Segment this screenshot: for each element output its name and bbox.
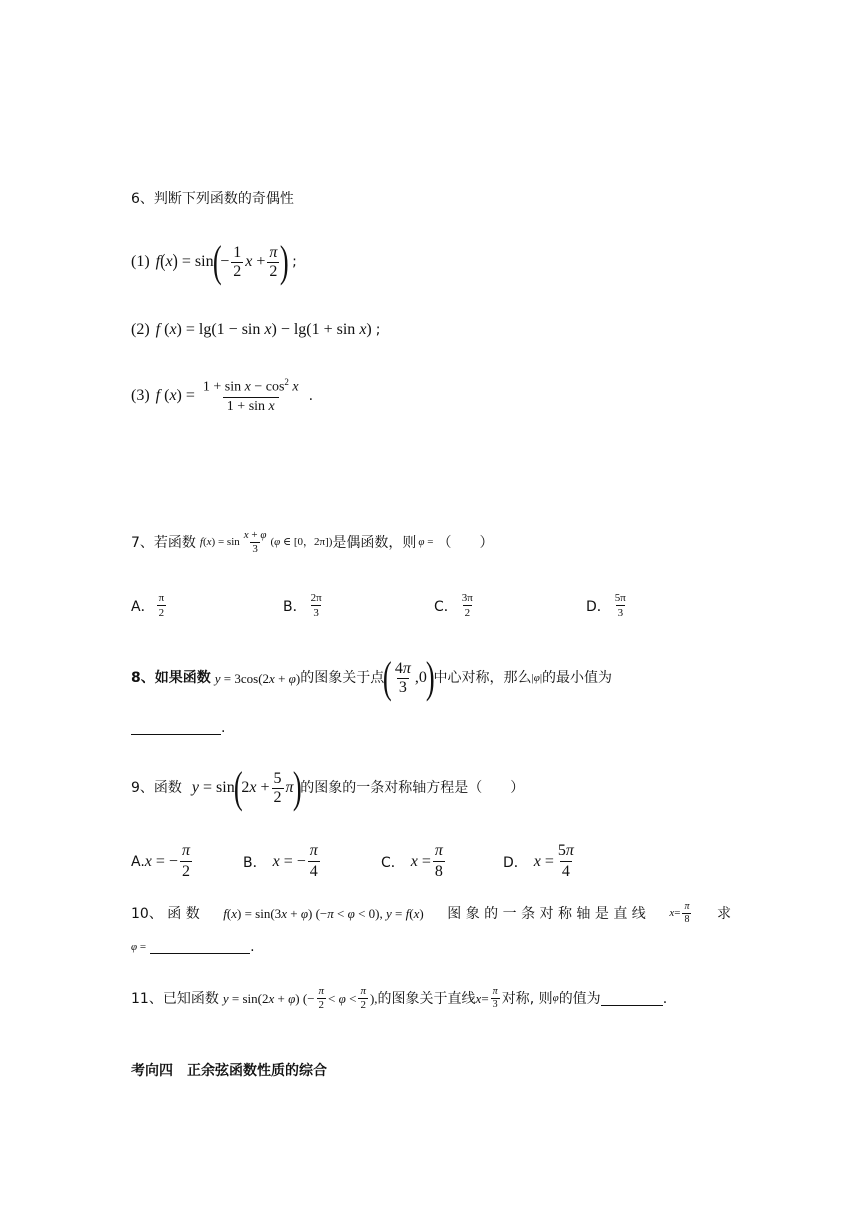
q6-part1: (1) f ( x ) = sin ( − $\frac{1}{2}$ x + $\frac{\pi}{2}$ ) ;	[131, 237, 297, 286]
q10-mid: 图 象 的 一 条 对 称 轴 是 直 线	[447, 905, 646, 922]
q8-answer-blank	[131, 720, 221, 735]
q7-bracket: （ ）	[437, 534, 494, 551]
q11-answer-blank	[601, 991, 663, 1006]
q6-part3-end: .	[308, 387, 314, 404]
q11-mid3: , 则	[529, 990, 553, 1007]
q9-option-b: B． x = − $\frac{\pi}{4}$	[243, 842, 318, 880]
section-heading: 考向四 正余弦函数性质的综合	[131, 1063, 327, 1079]
q6-part3: (3) f (x) = $\frac{1 + \sin x - \cos^2 x}{\text{1 + sin x}}$ .	[131, 377, 314, 414]
q8-mid: 的图象关于点	[300, 670, 385, 686]
q7-stem: 7、若函数 f(x) = sin $\frac{x + \varphi}{3}$ (φ ∈ [0，2π]) 是偶函数，则 φ = （ ）	[131, 529, 494, 555]
q10-answer-blank	[150, 941, 250, 954]
q6-part2-end: ;	[375, 322, 381, 338]
q6-part1-label: (1)	[131, 253, 150, 270]
q8-answer-line: .	[131, 720, 225, 735]
q7-suffix: 是偶函数，则	[332, 534, 417, 551]
q11-mid4: 的值为	[558, 990, 601, 1007]
q6-part2-label: (2)	[131, 321, 150, 338]
q9-stem: 9、函数 y = sin ( 2x + $\frac{5}{2}$ π ) 的图象的一条对称轴方程是（ ）	[131, 763, 525, 812]
q6-part2: (2) f (x) = lg(1 − sin x) − lg(1 + sin x) ;	[131, 321, 381, 338]
q11-prefix: 11、已知函数	[131, 990, 219, 1007]
q11-mid2: 对称	[501, 990, 530, 1007]
q7-option-c: C． $\frac{3\pi}{2}$	[434, 592, 473, 619]
q6-part1-end: ;	[292, 254, 297, 270]
q9-suffix: 的图象的一条对称轴方程是（ ）	[300, 780, 525, 796]
q6-title: 6、判断下列函数的奇偶性	[131, 191, 294, 207]
q8-mid2: 中心对称，那么	[433, 670, 532, 686]
q7-option-a: A． $\frac{\pi}{2}$	[131, 592, 165, 619]
q9-prefix: 9、函数	[131, 780, 182, 796]
q10-answer-line: φ = .	[131, 939, 255, 955]
q9-option-a: A. x = − $\frac{\pi}{2}$	[131, 842, 190, 880]
q7-option-b: B． $\frac{2\pi}{3}$	[283, 592, 322, 619]
q10-stem: 10、 函 数 f(x) = sin(3x + φ) (−π < φ < 0), y = f(x) 图 象 的 一 条 对 称 轴 是 直 线 x = $\frac{\pi}{8}$ 求	[131, 901, 731, 925]
q9-option-c: C． x = $\frac{\pi}{8}$	[381, 842, 443, 880]
q11-mid: 的图象关于直线	[377, 990, 476, 1007]
q6-part3-label: (3)	[131, 386, 150, 404]
q10-suffix: 求	[717, 905, 731, 922]
q8-suffix: 的最小值为	[542, 670, 613, 686]
q7-prefix: 7、若函数	[131, 534, 196, 551]
q10-prefix: 10、 函 数	[131, 905, 200, 922]
q9-option-d: D． x = $\frac{5\pi}{4}$	[503, 842, 574, 880]
q11-stem: 11、已知函数 y = sin(2x + φ) (− $\frac{\pi}{2}$ < φ < $\frac{\pi}{2}$ ), 的图象关于直线 x = $\frac{\pi}{3}$ 对称 , 则 φ 的值为 .	[131, 985, 668, 1011]
q7-option-d: D． $\frac{5\pi}{3}$	[586, 592, 626, 619]
q8-stem: 8、如果函数 y = 3cos(2x + φ) 的图象关于点 ( $\frac{4\pi}{3}$ ,0 ) 中心对称，那么 |φ| 的最小值为	[131, 653, 613, 702]
q8-prefix: 8、如果函数	[131, 670, 211, 686]
